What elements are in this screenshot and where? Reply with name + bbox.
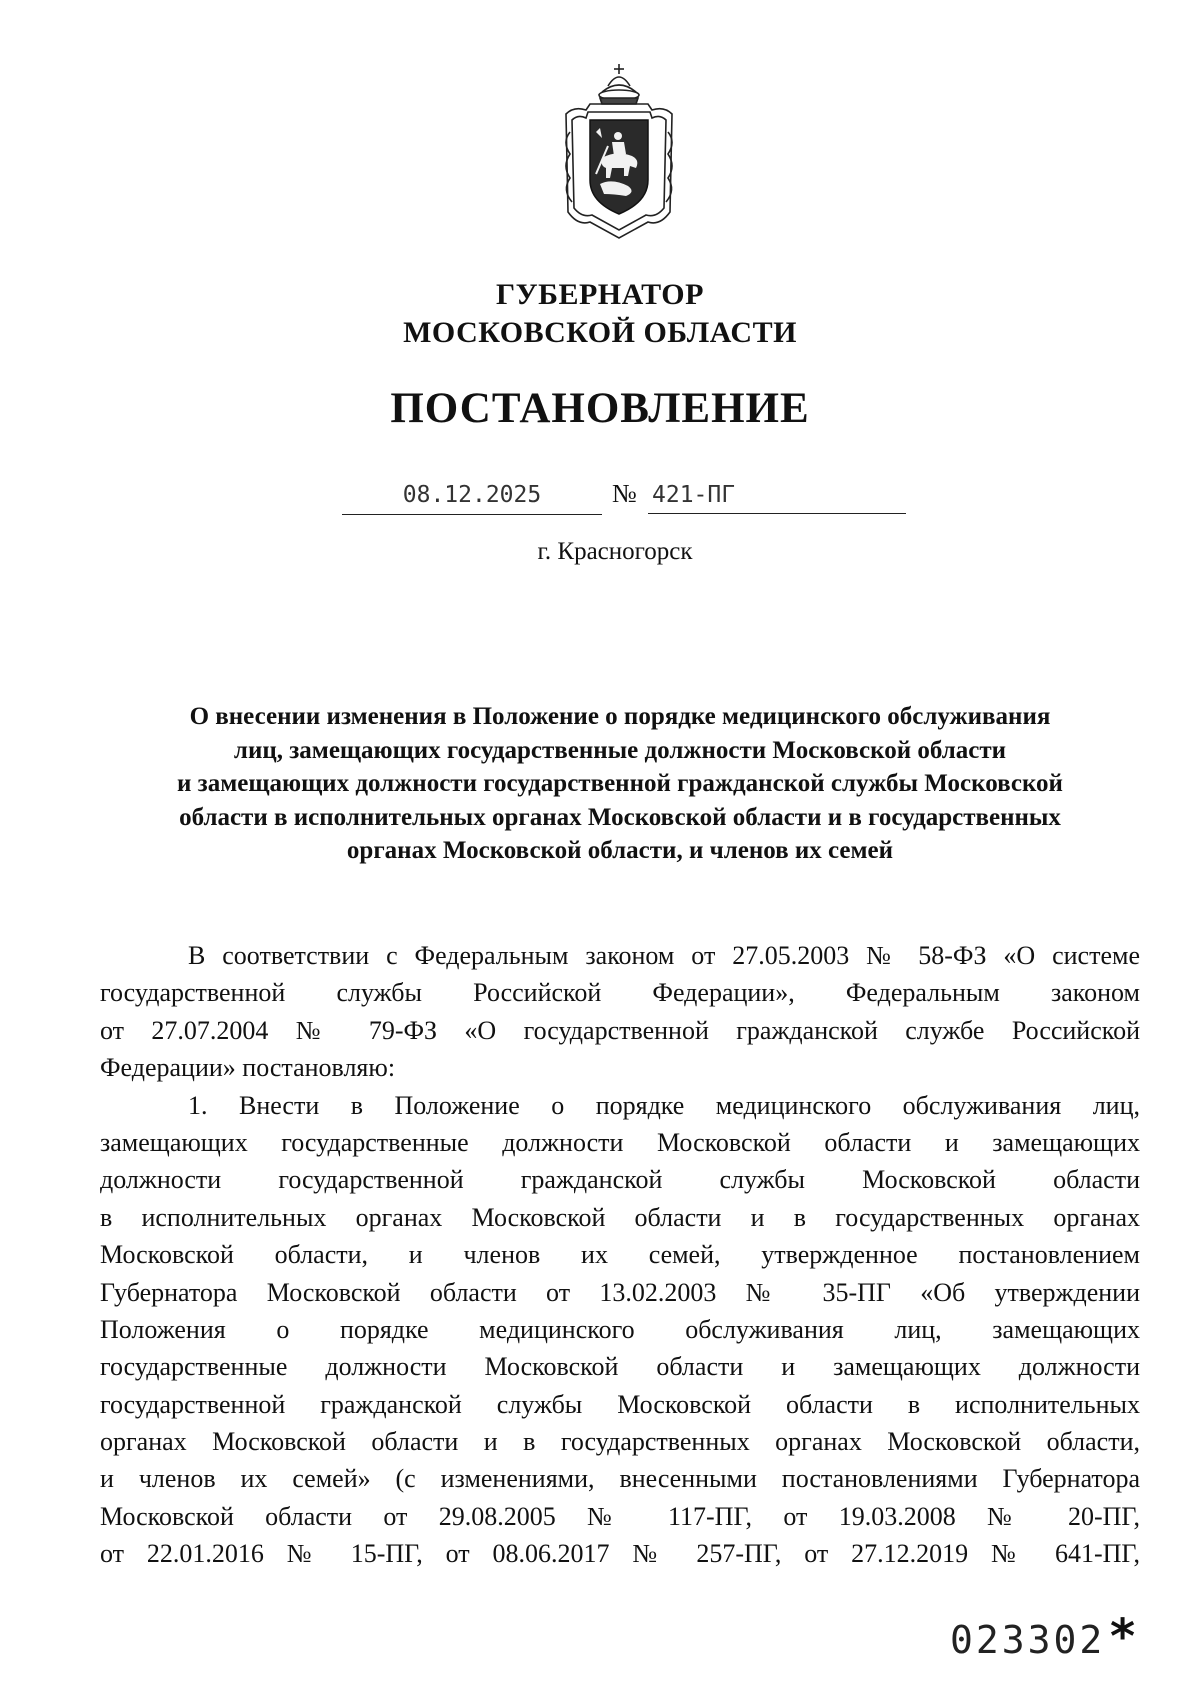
form-serial-number: 023302 <box>950 1618 1106 1662</box>
city-of-issue: г. Красногорск <box>537 538 693 565</box>
document-body <box>100 937 1140 1573</box>
subject-line: органах Московской области, и членов их семей <box>346 837 894 864</box>
number-sign: № <box>612 479 637 508</box>
document-number: 421-ПГ <box>648 478 906 514</box>
body-line: государственные должности Московской области и замещающих должности <box>100 1352 1140 1382</box>
body-line: 1. Внести в Положение о порядке медицинского обслуживания лиц, <box>188 1090 1140 1120</box>
subject-line: области в исполнительных органах Московской области и в государственных <box>179 803 1061 831</box>
body-line: в исполнительных органах Московской области и в государственных органах <box>100 1202 1140 1232</box>
body-line: органах Московской области и в государственных органах Московской области, <box>100 1427 1140 1457</box>
document-type-title: ПОСТАНОВЛЕНИЕ <box>390 385 810 432</box>
subject-line: и замещающих должности государственной гражданской службы Московской <box>177 770 1063 797</box>
document-date: 08.12.2025 <box>342 478 602 515</box>
body-line: замещающих государственные должности Московской области и замещающих <box>100 1127 1140 1157</box>
body-line: Федерации» постановляю: <box>100 1053 396 1083</box>
authority-name-line-1: ГУБЕРНАТОР <box>496 278 704 311</box>
body-line: Московской области от 29.08.2005 № 117-ПГ, от 19.03.2008 № 20-ПГ, <box>100 1501 1140 1531</box>
coat-of-arms-icon <box>556 62 682 240</box>
body-line: государственной службы Российской Федерации», Федеральным законом <box>100 978 1140 1008</box>
body-line: от 27.07.2004 № 79-ФЗ «О государственной гражданской службе Российской <box>100 1015 1140 1045</box>
asterisk-mark: * <box>1110 1609 1136 1665</box>
body-line: государственной гражданской службы Московской области в исполнительных <box>100 1389 1140 1419</box>
body-line: В соответствии с Федеральным законом от 27.05.2003 № 58-ФЗ «О системе <box>188 941 1140 970</box>
subject-line: лиц, замещающих государственные должности Московской области <box>233 736 1007 764</box>
body-line: от 22.01.2016 № 15-ПГ, от 08.06.2017 № 257-ПГ, от 27.12.2019 № 641-ПГ, <box>100 1539 1140 1569</box>
body-line: Губернатора Московской области от 13.02.2003 № 35-ПГ «Об утверждении <box>100 1277 1140 1307</box>
document-subject <box>100 700 1140 868</box>
authority-name-line-2: МОСКОВСКОЙ ОБЛАСТИ <box>403 316 797 349</box>
body-line: и членов их семей» (с изменениями, внесенными постановлениями Губернатора <box>100 1464 1140 1494</box>
body-line: должности государственной гражданской службы Московской области <box>100 1165 1140 1195</box>
body-line: Московской области, и членов их семей, утвержденное постановлением <box>100 1240 1140 1270</box>
subject-line: О внесении изменения в Положение о порядке медицинского обслуживания <box>189 703 1051 730</box>
body-line: Положения о порядке медицинского обслуживания лиц, замещающих <box>100 1314 1140 1344</box>
